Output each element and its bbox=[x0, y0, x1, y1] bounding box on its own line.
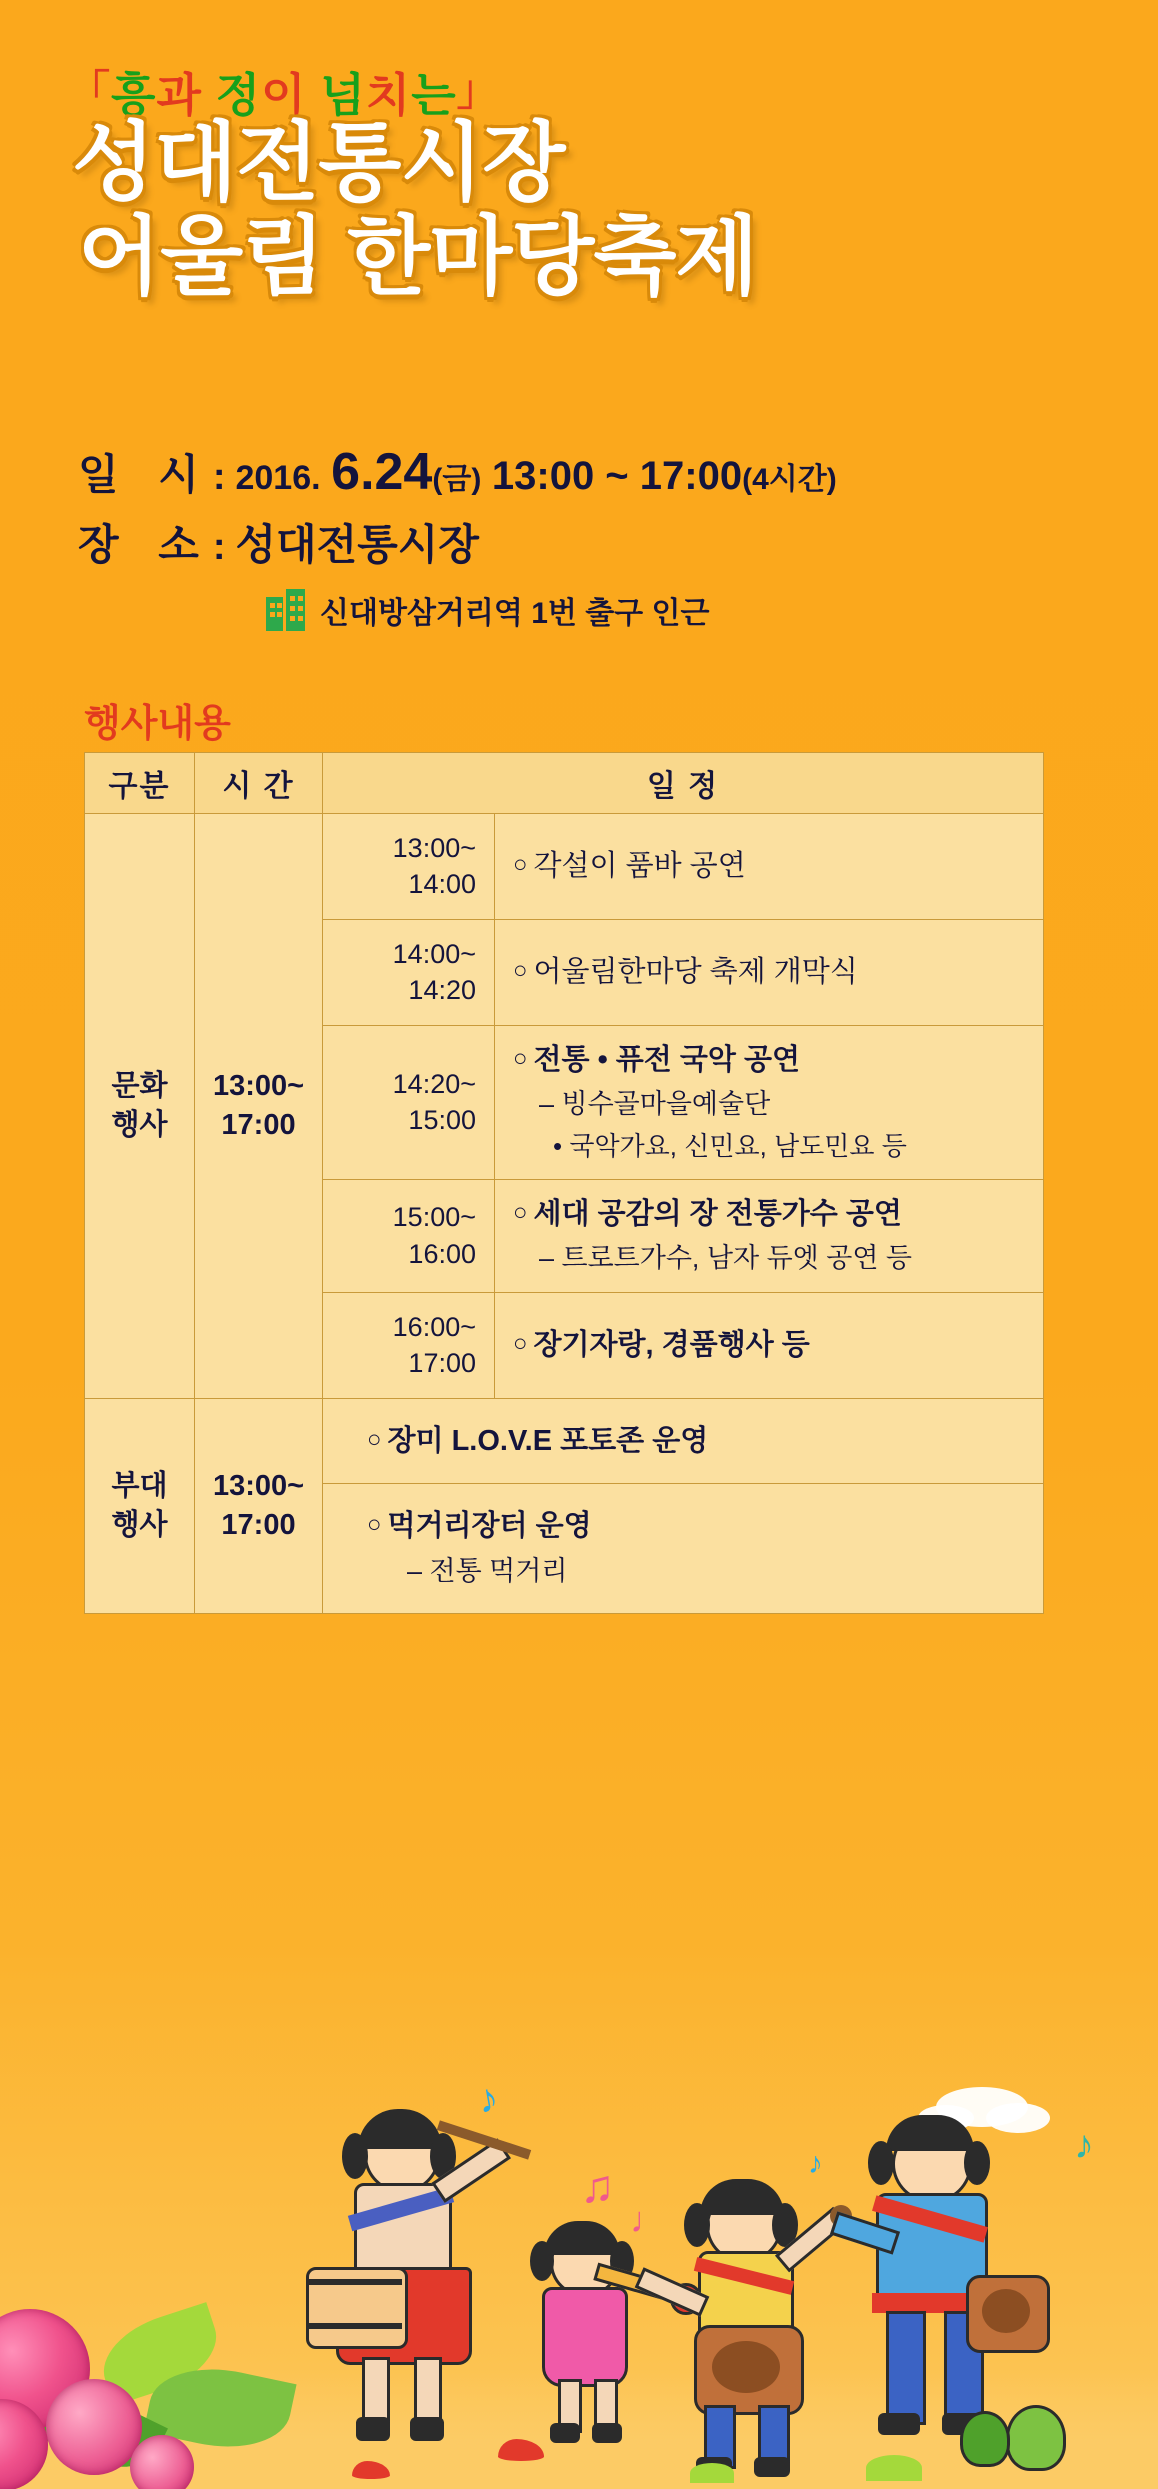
date-year: 2016. bbox=[235, 459, 321, 497]
bottom-illustration bbox=[0, 2069, 1158, 2489]
row-detail-main: 각설이 품바 공연 bbox=[533, 850, 746, 883]
bullet-ring-icon: ○ bbox=[513, 851, 528, 879]
rose-cluster bbox=[0, 2249, 310, 2489]
group-time-side: 13:00~ 17:00 bbox=[195, 1398, 323, 1613]
table-header-gubun: 구분 bbox=[85, 753, 195, 814]
row-slot: 13:00~ 14:00 bbox=[323, 814, 495, 920]
bullet-ring-icon: ○ bbox=[513, 1330, 528, 1358]
bullet-ring-icon: ○ bbox=[513, 957, 528, 985]
kicker-char-7: 는 bbox=[411, 69, 457, 121]
kicker-char-3: 정 bbox=[215, 69, 262, 121]
grass-shape bbox=[866, 2455, 922, 2481]
table-row bbox=[85, 814, 1044, 920]
music-note-icon: ♪ bbox=[474, 2075, 502, 2123]
figure-musician-man bbox=[838, 2125, 1038, 2465]
place-label: 장 소 bbox=[78, 521, 213, 568]
row-detail bbox=[495, 1292, 1044, 1398]
row-detail bbox=[495, 919, 1044, 1025]
row-detail-sub: – 빙수골마을예술단 bbox=[539, 1089, 771, 1120]
row-detail-main: 장미 L.O.V.E 포토존 운영 bbox=[387, 1424, 709, 1457]
music-note-icon: ♫ bbox=[580, 2160, 615, 2212]
table-header-sigan: 시 간 bbox=[195, 753, 323, 814]
row-detail-sub2: • 국악가요, 신민요, 남도민요 등 bbox=[553, 1131, 907, 1162]
event-date-row bbox=[78, 440, 1158, 505]
row-detail-main: 장기자랑, 경품행사 등 bbox=[533, 1329, 810, 1362]
row-detail-main: 먹거리장터 운영 bbox=[387, 1510, 592, 1543]
kicker-char-1: 흥 bbox=[111, 69, 157, 121]
grass-shape bbox=[690, 2463, 734, 2483]
date-duration: (4시간) bbox=[742, 463, 837, 496]
date-value bbox=[235, 440, 836, 505]
date-day: .24 bbox=[360, 443, 433, 501]
row-detail-main: 세대 공감의 장 전통가수 공연 bbox=[533, 1197, 902, 1230]
row-detail bbox=[495, 1179, 1044, 1292]
place-sub-text: 신대방삼거리역 1번 출구 인근 bbox=[320, 596, 710, 630]
date-label: 일 시 bbox=[78, 451, 213, 498]
bullet-ring-icon: ○ bbox=[367, 1425, 382, 1453]
kicker-char-2: 과 bbox=[156, 69, 202, 121]
bullet-ring-icon: ○ bbox=[513, 1198, 528, 1226]
section-title-program: 행사내용 bbox=[84, 703, 231, 745]
figure-drummer-woman bbox=[318, 2117, 508, 2447]
group-time-culture: 13:00~ 17:00 bbox=[195, 814, 323, 1399]
row-detail-main: 전통 • 퓨전 국악 공연 bbox=[533, 1043, 800, 1076]
tree-shape bbox=[960, 2411, 1010, 2467]
music-note-icon: ♪ bbox=[1074, 2123, 1094, 2167]
music-note-icon: ♪ bbox=[808, 2147, 823, 2180]
event-place-row bbox=[78, 519, 1158, 572]
date-colon: : bbox=[212, 456, 226, 498]
date-weekday: (금) bbox=[432, 463, 482, 496]
bullet-ring-icon: ○ bbox=[513, 1044, 528, 1072]
row-detail-main: 어울림한마당 축제 개막식 bbox=[533, 956, 858, 989]
figure-drummer-boy bbox=[654, 2189, 844, 2479]
table-header-row bbox=[85, 753, 1044, 814]
place-colon: : bbox=[212, 526, 226, 568]
poster-title-line-2: 어울림 한마당축제 bbox=[78, 209, 758, 306]
row-detail-sub: – 트로트가수, 남자 듀엣 공연 등 bbox=[539, 1243, 913, 1274]
row-detail bbox=[495, 1025, 1044, 1179]
row-detail bbox=[323, 1484, 1044, 1613]
schedule-table-wrap bbox=[84, 752, 1044, 1614]
row-slot: 14:20~ 15:00 bbox=[323, 1025, 495, 1179]
row-slot: 15:00~ 16:00 bbox=[323, 1179, 495, 1292]
group-category-side: 부대 행사 bbox=[85, 1398, 195, 1613]
music-note-icon: ♩ bbox=[630, 2199, 666, 2240]
table-row bbox=[85, 1398, 1044, 1484]
figure-flute-girl bbox=[520, 2229, 670, 2449]
schedule-table bbox=[84, 752, 1044, 1614]
event-info-block bbox=[0, 440, 1158, 632]
kicker-open-bracket: 「 bbox=[68, 67, 112, 114]
poster-title-line-1: 성대전통시장 bbox=[72, 115, 565, 211]
place-value: 성대전통시장 bbox=[235, 521, 479, 568]
row-slot: 14:00~ 14:20 bbox=[323, 919, 495, 1025]
event-place-sub-row bbox=[78, 588, 1158, 632]
date-month: 6 bbox=[331, 443, 361, 501]
poster-header bbox=[0, 67, 1158, 306]
table-header-iljeong: 일 정 bbox=[323, 753, 1044, 814]
bullet-ring-icon: ○ bbox=[367, 1511, 382, 1539]
kicker-line bbox=[0, 67, 1158, 121]
kicker-char-4: 이 bbox=[261, 69, 307, 121]
kicker-close-bracket: 」 bbox=[456, 67, 500, 114]
subway-building-icon bbox=[266, 589, 306, 631]
tree-shape bbox=[1006, 2405, 1066, 2471]
row-slot: 16:00~ 17:00 bbox=[323, 1292, 495, 1398]
row-detail bbox=[495, 814, 1044, 920]
group-category-culture: 문화 행사 bbox=[85, 814, 195, 1399]
kicker-char-5: 넘 bbox=[320, 69, 366, 121]
date-time: 13:00 ~ 17:00 bbox=[491, 454, 743, 498]
row-detail-sub: – 전통 먹거리 bbox=[407, 1555, 568, 1586]
kicker-char-6: 치 bbox=[365, 69, 412, 121]
row-detail bbox=[323, 1398, 1044, 1484]
